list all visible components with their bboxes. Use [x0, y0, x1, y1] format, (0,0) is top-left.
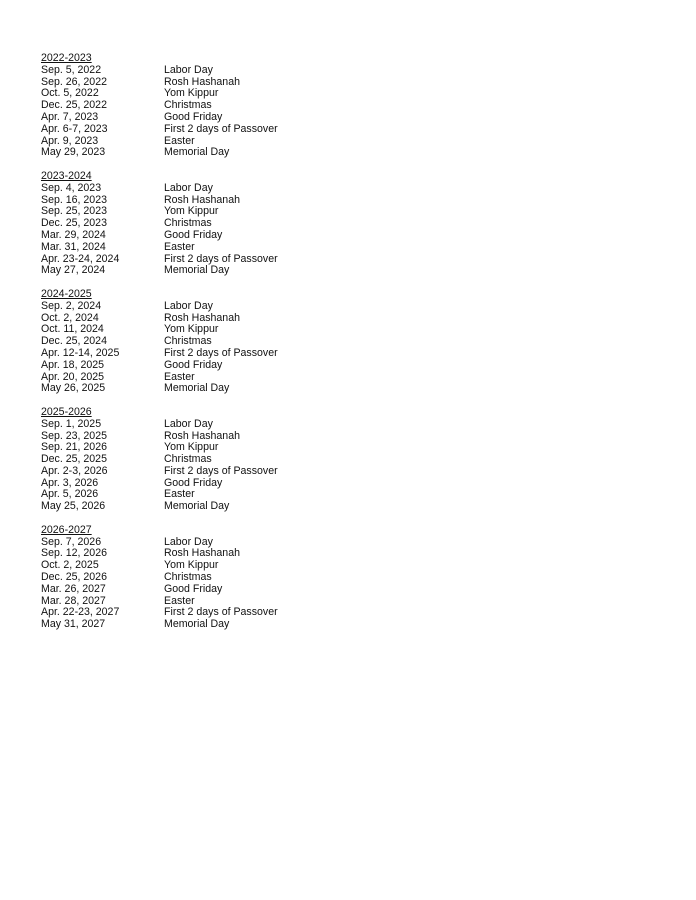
holiday-name: Labor Day	[164, 417, 213, 430]
holiday-name: Rosh Hashanah	[164, 75, 240, 88]
holiday-date: Sep. 21, 2026	[41, 441, 107, 454]
holiday-date: Sep. 25, 2023	[41, 205, 107, 218]
holiday-row	[41, 147, 361, 159]
school-year-heading: 2025-2026	[41, 405, 92, 418]
holiday-date: Sep. 2, 2024	[41, 299, 102, 312]
holiday-date: Apr. 2-3, 2026	[41, 464, 108, 477]
holiday-date: Dec. 25, 2022	[41, 99, 107, 112]
holiday-date: Sep. 7, 2026	[41, 535, 102, 548]
holiday-name: First 2 days of Passover	[164, 252, 278, 265]
holiday-name: Christmas	[164, 99, 212, 112]
holiday-row	[41, 360, 361, 372]
holiday-date: May 31, 2027	[41, 618, 106, 631]
school-year-section	[41, 289, 361, 395]
holiday-name: Yom Kippur	[164, 205, 219, 218]
holiday-name: Rosh Hashanah	[164, 547, 240, 560]
holiday-name: Easter	[164, 594, 195, 607]
holiday-date: Apr. 7, 2023	[41, 110, 99, 123]
holiday-date: Dec. 25, 2024	[41, 335, 107, 348]
holiday-date: Apr. 3, 2026	[41, 476, 99, 489]
holiday-date: Oct. 2, 2025	[41, 559, 99, 572]
school-year-heading: 2023-2024	[41, 169, 92, 182]
holiday-date: May 29, 2023	[41, 146, 106, 159]
holiday-date: Apr. 9, 2023	[41, 134, 99, 147]
holiday-row	[41, 124, 361, 136]
holiday-name: Good Friday	[164, 228, 223, 241]
holiday-date: Sep. 26, 2022	[41, 75, 107, 88]
holiday-row	[41, 301, 361, 313]
holiday-name: Rosh Hashanah	[164, 311, 240, 324]
holiday-name: Good Friday	[164, 476, 223, 489]
holiday-name: Memorial Day	[164, 264, 230, 277]
holiday-name: Easter	[164, 370, 195, 383]
holiday-name: Christmas	[164, 335, 212, 348]
holiday-date: Sep. 4, 2023	[41, 181, 102, 194]
holiday-date: Apr. 20, 2025	[41, 370, 105, 383]
holiday-name: First 2 days of Passover	[164, 346, 278, 359]
holiday-date: Oct. 2, 2024	[41, 311, 99, 324]
holiday-date: Sep. 12, 2026	[41, 547, 107, 560]
holiday-row	[41, 619, 361, 631]
school-year-section	[41, 407, 361, 513]
holiday-name: Good Friday	[164, 582, 223, 595]
holiday-name: First 2 days of Passover	[164, 464, 278, 477]
holiday-date: May 26, 2025	[41, 382, 106, 395]
holiday-date: Sep. 5, 2022	[41, 63, 102, 76]
holiday-name: Labor Day	[164, 535, 213, 548]
school-year-section	[41, 171, 361, 277]
holiday-row	[41, 265, 361, 277]
holiday-row	[41, 383, 361, 395]
holiday-date: Apr. 18, 2025	[41, 358, 105, 371]
holiday-date: Oct. 5, 2022	[41, 87, 99, 100]
holiday-date: Sep. 1, 2025	[41, 417, 102, 430]
holiday-name: Labor Day	[164, 299, 213, 312]
holiday-date: Dec. 25, 2026	[41, 571, 107, 584]
holiday-date: Oct. 11, 2024	[41, 323, 104, 336]
school-year-heading: 2022-2023	[41, 52, 92, 64]
school-year-section	[41, 525, 361, 631]
holiday-name: Christmas	[164, 453, 212, 466]
holiday-name: Christmas	[164, 571, 212, 584]
school-year-section	[41, 53, 361, 159]
holiday-name: Memorial Day	[164, 500, 230, 513]
holiday-date: Mar. 28, 2027	[41, 594, 106, 607]
holiday-name: First 2 days of Passover	[164, 122, 278, 135]
holiday-name: Rosh Hashanah	[164, 429, 240, 442]
holiday-date: Dec. 25, 2025	[41, 453, 107, 466]
holiday-date: Apr. 6-7, 2023	[41, 122, 108, 135]
holiday-date: Mar. 26, 2027	[41, 582, 106, 595]
holiday-row	[41, 584, 361, 596]
holiday-name: Yom Kippur	[164, 87, 219, 100]
holiday-date: Sep. 23, 2025	[41, 429, 107, 442]
holiday-date: May 27, 2024	[41, 264, 106, 277]
holiday-name: Easter	[164, 488, 195, 501]
holiday-name: Yom Kippur	[164, 323, 219, 336]
holiday-date: Apr. 12-14, 2025	[41, 346, 120, 359]
holiday-schedule-document	[41, 53, 361, 643]
holiday-name: First 2 days of Passover	[164, 606, 278, 619]
holiday-row	[41, 65, 361, 77]
holiday-name: Rosh Hashanah	[164, 193, 240, 206]
holiday-date: Apr. 5, 2026	[41, 488, 99, 501]
holiday-name: Memorial Day	[164, 146, 230, 159]
holiday-name: Good Friday	[164, 110, 223, 123]
holiday-row	[41, 466, 361, 478]
holiday-name: Memorial Day	[164, 618, 230, 631]
school-year-heading: 2026-2027	[41, 523, 92, 536]
holiday-name: Easter	[164, 134, 195, 147]
holiday-date: Dec. 25, 2023	[41, 217, 107, 230]
holiday-row	[41, 348, 361, 360]
holiday-date: Mar. 29, 2024	[41, 228, 106, 241]
holiday-row	[41, 242, 361, 254]
holiday-row	[41, 230, 361, 242]
school-year-heading: 2024-2025	[41, 287, 92, 300]
holiday-name: Christmas	[164, 217, 212, 230]
holiday-row	[41, 112, 361, 124]
holiday-date: Mar. 31, 2024	[41, 240, 106, 253]
holiday-name: Labor Day	[164, 63, 213, 76]
holiday-row	[41, 419, 361, 431]
holiday-name: Yom Kippur	[164, 559, 219, 572]
holiday-name: Easter	[164, 240, 195, 253]
holiday-date: Sep. 16, 2023	[41, 193, 107, 206]
holiday-date: Apr. 22-23, 2027	[41, 606, 120, 619]
holiday-date: Apr. 23-24, 2024	[41, 252, 120, 265]
holiday-row	[41, 501, 361, 513]
holiday-row	[41, 183, 361, 195]
holiday-name: Memorial Day	[164, 382, 230, 395]
holiday-name: Labor Day	[164, 181, 213, 194]
holiday-name: Good Friday	[164, 358, 223, 371]
holiday-name: Yom Kippur	[164, 441, 219, 454]
holiday-date: May 25, 2026	[41, 500, 106, 513]
